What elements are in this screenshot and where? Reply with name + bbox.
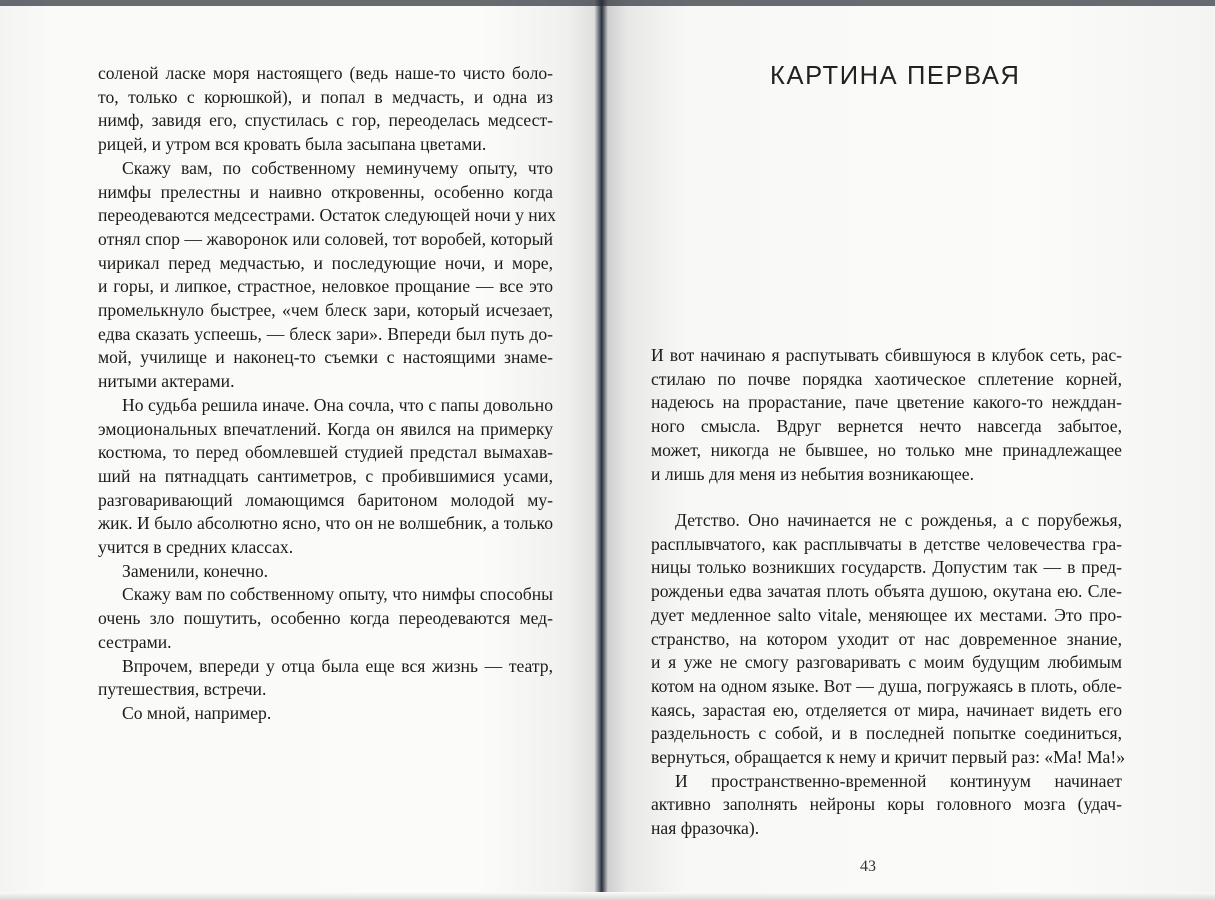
left-page-text-line: мой, училище и наконец-то съемки с настоящими знаме- <box>98 347 553 368</box>
right-page-text-line: И вот начинаю я распутывать сбившуюся в клубок сеть, рас- <box>651 345 1122 365</box>
right-page-text-line: странство, на котором уходит от нас довременное знание, <box>651 628 1122 649</box>
top-edge-shadow <box>0 0 1215 6</box>
right-page-text-line: и я уже не смогу разговаривать с моим будущим любимым <box>651 652 1122 673</box>
left-page-text-line: чирикал перед медчастью, и последующие ночи, и море, <box>98 252 553 273</box>
left-page-text-line: разговаривающий ломающимся баритоном молодой му- <box>98 489 553 510</box>
left-page-text-line: нитыми актерами. <box>98 371 235 392</box>
right-page-text-line: стилаю по почве порядка хаотическое сплетение корней, <box>651 368 1122 389</box>
left-page-text <box>98 62 556 726</box>
left-page-text-line: очень зло пошутить, особенно когда переодеваются мед- <box>98 608 553 629</box>
right-page-text-line: Детство. Оно начинается не с рожденья, а с порубежья, <box>675 510 1122 530</box>
right-page-paragraph-1 <box>651 344 1122 486</box>
left-page-text-line: Впрочем, впереди у отца была еще вся жизнь — театр, <box>122 655 553 676</box>
book-gutter <box>594 0 608 900</box>
left-page-text-line: учится в средних классах. <box>98 537 294 558</box>
right-page-text-line: ного смысла. Вдруг вернется нечто навсегда забытое, <box>651 416 1122 437</box>
left-page-text-line: нимфы прелестны и наивно откровенны, особенно когда <box>98 181 553 202</box>
right-page-text-line: активно заполнять нейроны коры головного мозга (удач- <box>651 794 1122 815</box>
right-page-text-line: каясь, зарастая ею, отделяется от мира, начинает видеть его <box>651 699 1122 720</box>
right-page-text-line: раздельность с собой, и в последней попытке соединиться, <box>651 723 1122 744</box>
left-page-text-line: Скажу вам по собственному опыту, что нимфы способны <box>122 584 553 605</box>
left-page-text-line: сестрами. <box>98 631 172 652</box>
left-page-text-line: отнял спор — жаворонок или соловей, тот воробей, который <box>98 228 553 249</box>
right-page-text-line: котом на одном языке. Вот — душа, погружаясь в плоть, обле- <box>651 675 1122 696</box>
right-page-text-line: ницы только возникших государств. Допустим так — в пред- <box>651 557 1122 578</box>
right-page-text-line: надеюсь на прорастание, паче цветение какого-то нежддан- <box>651 392 1122 413</box>
right-page-text-line: расплывчатого, как расплывчаты в детстве человечества гра- <box>651 533 1122 554</box>
right-page-text-line: ная фразочка). <box>651 818 760 839</box>
left-page-text-line: жик. И было абсолютно ясно, что он не волшебник, а только <box>98 513 553 534</box>
chapter-heading: КАРТИНА ПЕРВАЯ <box>770 62 1021 90</box>
left-page-text-line: промелькнуло быстрее, «чем блеск зари, который исчезает, <box>98 300 553 321</box>
right-page-paragraph-2 <box>651 509 1126 841</box>
page-number: 43 <box>860 858 876 875</box>
left-page-text-line: костюма, то перед обомлевшей студией предстал вымахав- <box>98 442 553 463</box>
left-page-text-line: Со мной, например. <box>122 702 272 723</box>
left-page-text-line: едва сказать успеешь, — блеск зари». Впереди был путь до- <box>98 323 553 344</box>
right-page-text-line: рожденьи едва зачатая плоть объята душою, окутана ею. Сле- <box>651 581 1122 602</box>
left-page-text-line: путешествия, встречи. <box>98 679 267 700</box>
right-page-text-line: может, никогда не бывшее, но только мне принадлежащее <box>651 439 1122 460</box>
left-page-text-line: Скажу вам, по собственному неминучему опыту, что <box>122 157 553 178</box>
right-page-text-line: и лишь для меня из небытия возникающее. <box>651 463 974 484</box>
left-page-text-line: ший на пятнадцать сантиметров, с пробившимися усами, <box>98 465 553 486</box>
right-page-text-line: дует медленное salto vitale, меняющее их местами. Это про- <box>651 604 1122 625</box>
bottom-edge-shadow <box>0 892 1215 900</box>
left-page-text-line: соленой ласке моря настоящего (ведь наше-то чисто боло- <box>98 63 553 83</box>
left-page-text-line: то, только с корюшкой), и попал в медчасть, и одна из <box>98 86 553 107</box>
right-page-text-line: И пространственно-временной континуум начинает <box>675 770 1122 791</box>
left-page-text-line: и горы, и липкое, страстное, неловкое прощание — все это <box>98 276 553 297</box>
left-page-text-line: рицей, и утром вся кровать была засыпана цветами. <box>98 134 487 155</box>
left-page-text-line: Но судьба решила иначе. Она сочла, что с папы довольно <box>122 394 553 415</box>
left-page-text-line: эмоциональных впечатлений. Когда он явился на примерку <box>98 418 553 439</box>
right-page-text-line: вернуться, обращается к нему и кричит первый раз: «Ма! Ма!» <box>651 747 1126 768</box>
left-page-text-line: переодеваются медсестрами. Остаток следующей ночи у них <box>98 205 556 226</box>
left-page-text-line: нимф, завидя его, спустилась с гор, переоделась медсест- <box>98 110 553 131</box>
left-page-text-line: Заменили, конечно. <box>122 560 269 581</box>
